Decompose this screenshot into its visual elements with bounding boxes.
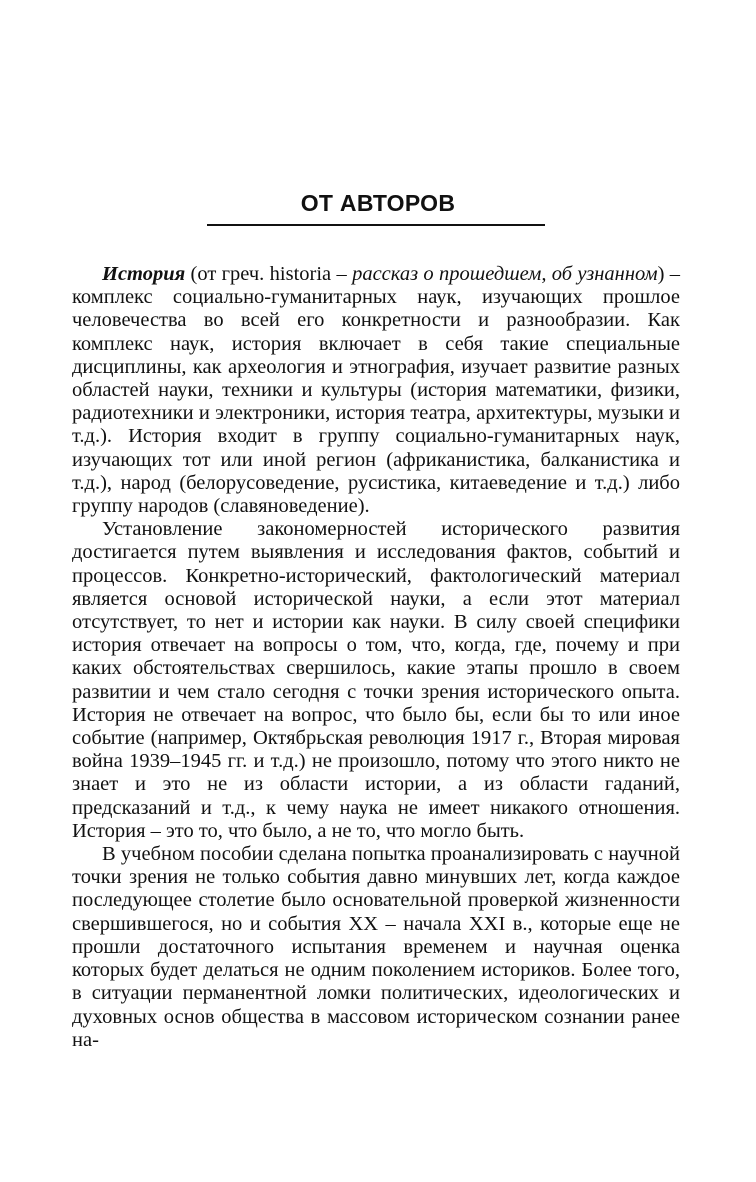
definition-body: ) – комплекс социально-гуманитарных наук, изучающих прошлое человечества во всей его конкретности и разнообразии. Как комплекс наук, история включает в себя такие специальные дисциплины, как археология и этнография, изучает развитие разных областей науки, техники и культуры (история математики, физики, радиотехники и электроники, история театра, архитектуры, музыки и т.д.). История входит в группу социально-гуманитарных наук, изучающих тот или иной регион (африканистика, балканистика и т.д.), народ (белорусоведение, русистика, китаеведение и т.д.) либо группу народов (славяноведение). [72, 263, 680, 518]
term-history: История [102, 263, 186, 285]
section-heading: ОТ АВТОРОВ [300, 190, 456, 216]
definition-intro: (от греч. historia – [185, 263, 353, 285]
paragraph-historical-laws: Установление закономерностей исторического развития достигается путем выявления и исследования фактов, событий и процессов. Конкретно-исторический, фактологический материал является основой исторической науки, а если этот материал отсутствует, то нет и истории как науки. В силу своей специфики история отвечает на вопросы о том, что, когда, где, почему и при каких обстоятельствах свершилось, какие этапы прошло в своем развитии и чем стало сегодня с точки зрения исторического опыта. История не отвечает на вопрос, что было бы, если бы то или иное событие (например, Октябрьская революция 1917 г., Вторая мировая война 1939–1945 гг. и т.д.) не произошло, потому что этого никто не знает и это не из области истории, а из области гаданий, предсказаний и т.д., к чему наука не имеет никакого отношения. История – это то, что было, а не то, что могло быть. [72, 518, 680, 842]
etymology-gloss: рассказ о прошедшем, об узнанном [352, 263, 658, 285]
paragraph-textbook-aim: В учебном пособии сделана попытка проанализировать с научной точки зрения не только события давно минувших лет, когда каждое последующее столетие было основательной проверкой жизненности свершившегося, но и события XX – начала XXI в., которые еще не прошли достаточного испытания временем и научная оценка которых будет делаться не одним поколением историков. Более того, в ситуации перманентной ломки политических, идеологических и духовных основ общества в массовом историческом сознании ранее на- [72, 843, 680, 1051]
paragraph-history-definition [72, 263, 680, 518]
body-text [72, 263, 680, 1052]
heading-underline [207, 224, 545, 226]
